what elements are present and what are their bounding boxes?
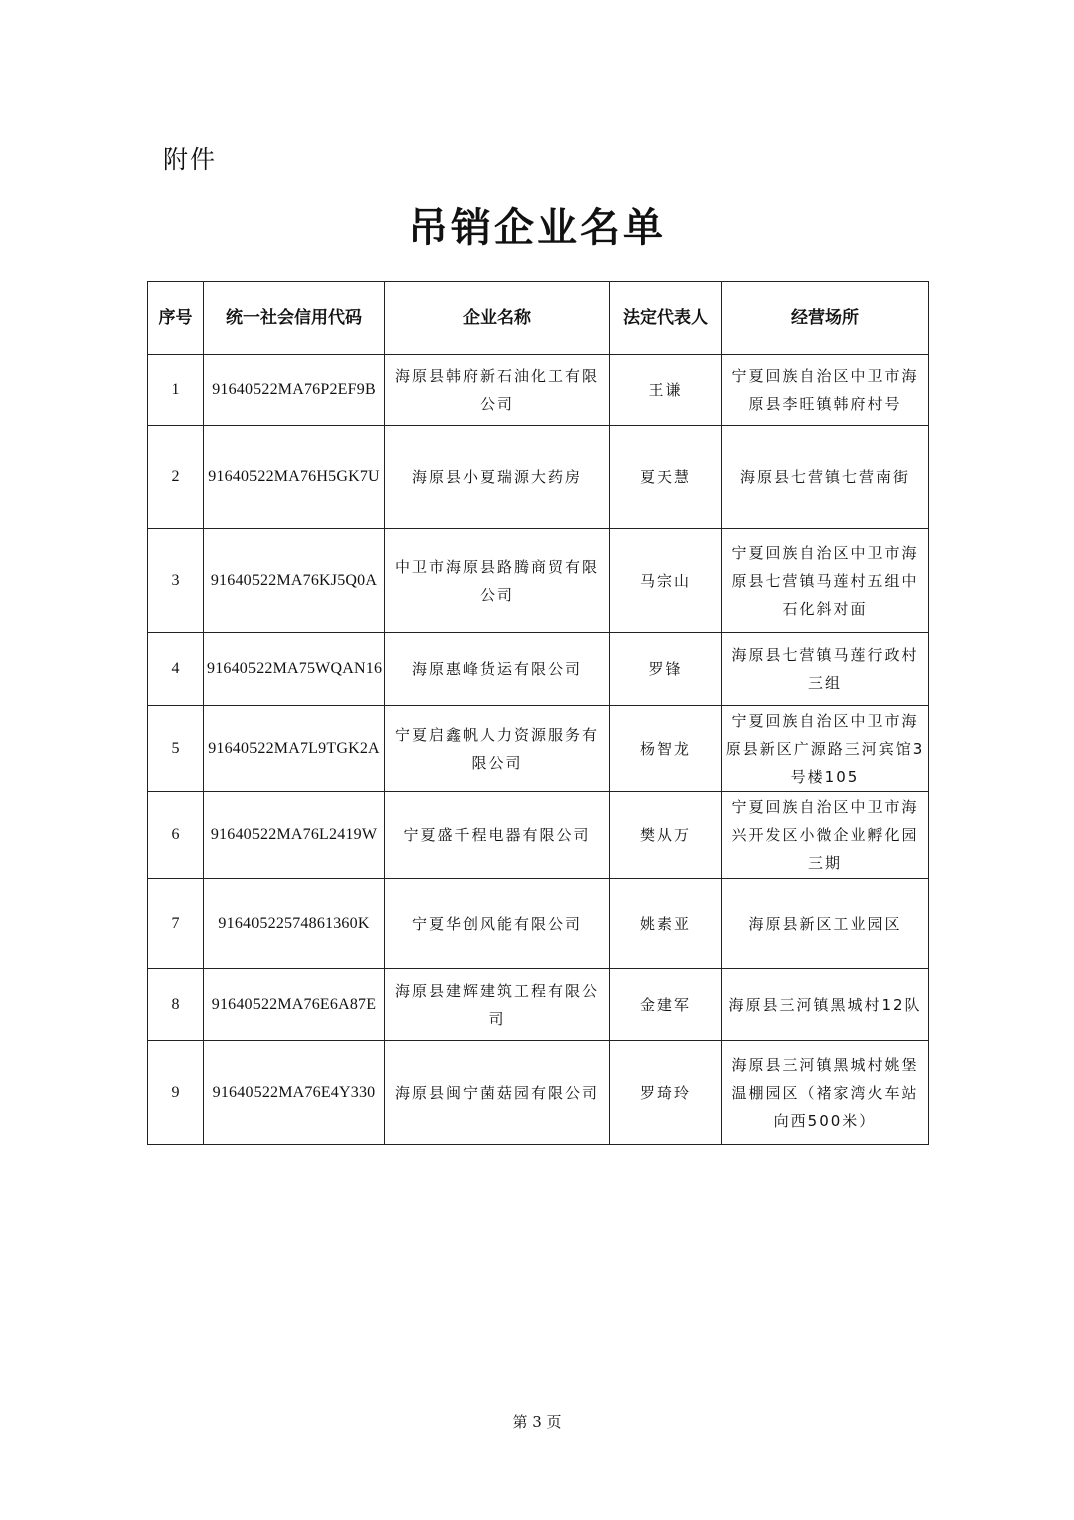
enterprise-name-cell: 海原县小夏瑞源大药房 bbox=[385, 426, 610, 529]
legal-rep-cell: 王谦 bbox=[610, 355, 722, 426]
table-row bbox=[148, 355, 929, 426]
address-cell: 宁夏回族自治区中卫市海兴开发区小微企业孵化园三期 bbox=[722, 792, 929, 879]
legal-rep-cell: 姚素亚 bbox=[610, 879, 722, 969]
document-title: 吊销企业名单 bbox=[408, 204, 666, 251]
serial-cell: 8 bbox=[148, 969, 204, 1041]
serial-cell: 9 bbox=[148, 1041, 204, 1145]
table-row bbox=[148, 529, 929, 633]
serial-cell: 5 bbox=[148, 706, 204, 792]
header-business-address: 经营场所 bbox=[722, 282, 929, 355]
enterprise-name-cell: 海原县韩府新石油化工有限公司 bbox=[385, 355, 610, 426]
table-header-row bbox=[148, 282, 929, 355]
address-cell: 海原县三河镇黑城村12队 bbox=[722, 969, 929, 1041]
credit-code-cell: 91640522MA76L2419W bbox=[204, 792, 385, 879]
credit-code-cell: 91640522MA75WQAN16 bbox=[204, 633, 385, 706]
serial-cell: 7 bbox=[148, 879, 204, 969]
enterprise-name-cell: 海原惠峰货运有限公司 bbox=[385, 633, 610, 706]
address-cell: 海原县七营镇马莲行政村三组 bbox=[722, 633, 929, 706]
enterprise-name-cell: 宁夏盛千程电器有限公司 bbox=[385, 792, 610, 879]
legal-rep-cell: 罗琦玲 bbox=[610, 1041, 722, 1145]
table-row bbox=[148, 426, 929, 529]
address-cell: 海原县七营镇七营南街 bbox=[722, 426, 929, 529]
table-row bbox=[148, 879, 929, 969]
credit-code-cell: 91640522MA76KJ5Q0A bbox=[204, 529, 385, 633]
serial-cell: 4 bbox=[148, 633, 204, 706]
revoked-enterprise-table bbox=[147, 281, 929, 1145]
legal-rep-cell: 樊从万 bbox=[610, 792, 722, 879]
table-row bbox=[148, 1041, 929, 1145]
legal-rep-cell: 马宗山 bbox=[610, 529, 722, 633]
page-number: 第 3 页 bbox=[512, 1413, 562, 1431]
address-cell: 海原县三河镇黑城村姚堡温棚园区（褚家湾火车站向西500米） bbox=[722, 1041, 929, 1145]
enterprise-name-cell: 海原县闽宁菌菇园有限公司 bbox=[385, 1041, 610, 1145]
enterprise-name-cell: 海原县建辉建筑工程有限公司 bbox=[385, 969, 610, 1041]
credit-code-cell: 91640522MA7L9TGK2A bbox=[204, 706, 385, 792]
table-row bbox=[148, 633, 929, 706]
header-enterprise-name: 企业名称 bbox=[385, 282, 610, 355]
serial-cell: 1 bbox=[148, 355, 204, 426]
legal-rep-cell: 金建军 bbox=[610, 969, 722, 1041]
legal-rep-cell: 罗锋 bbox=[610, 633, 722, 706]
credit-code-cell: 91640522MA76H5GK7U bbox=[204, 426, 385, 529]
serial-cell: 3 bbox=[148, 529, 204, 633]
table-row bbox=[148, 969, 929, 1041]
serial-cell: 2 bbox=[148, 426, 204, 529]
address-cell: 海原县新区工业园区 bbox=[722, 879, 929, 969]
credit-code-cell: 91640522MA76E6A87E bbox=[204, 969, 385, 1041]
legal-rep-cell: 杨智龙 bbox=[610, 706, 722, 792]
header-legal-rep: 法定代表人 bbox=[610, 282, 722, 355]
header-credit-code: 统一社会信用代码 bbox=[204, 282, 385, 355]
enterprise-name-cell: 中卫市海原县路腾商贸有限公司 bbox=[385, 529, 610, 633]
header-serial: 序号 bbox=[148, 282, 204, 355]
credit-code-cell: 91640522MA76E4Y330 bbox=[204, 1041, 385, 1145]
table-row bbox=[148, 706, 929, 792]
legal-rep-cell: 夏天慧 bbox=[610, 426, 722, 529]
credit-code-cell: 91640522MA76P2EF9B bbox=[204, 355, 385, 426]
address-cell: 宁夏回族自治区中卫市海原县新区广源路三河宾馆3号楼105 bbox=[722, 706, 929, 792]
attachment-label: 附件 bbox=[163, 145, 218, 174]
address-cell: 宁夏回族自治区中卫市海原县李旺镇韩府村号 bbox=[722, 355, 929, 426]
credit-code-cell: 91640522574861360K bbox=[204, 879, 385, 969]
table-row bbox=[148, 792, 929, 879]
address-cell: 宁夏回族自治区中卫市海原县七营镇马莲村五组中石化斜对面 bbox=[722, 529, 929, 633]
enterprise-name-cell: 宁夏华创风能有限公司 bbox=[385, 879, 610, 969]
enterprise-name-cell: 宁夏启鑫帆人力资源服务有限公司 bbox=[385, 706, 610, 792]
serial-cell: 6 bbox=[148, 792, 204, 879]
